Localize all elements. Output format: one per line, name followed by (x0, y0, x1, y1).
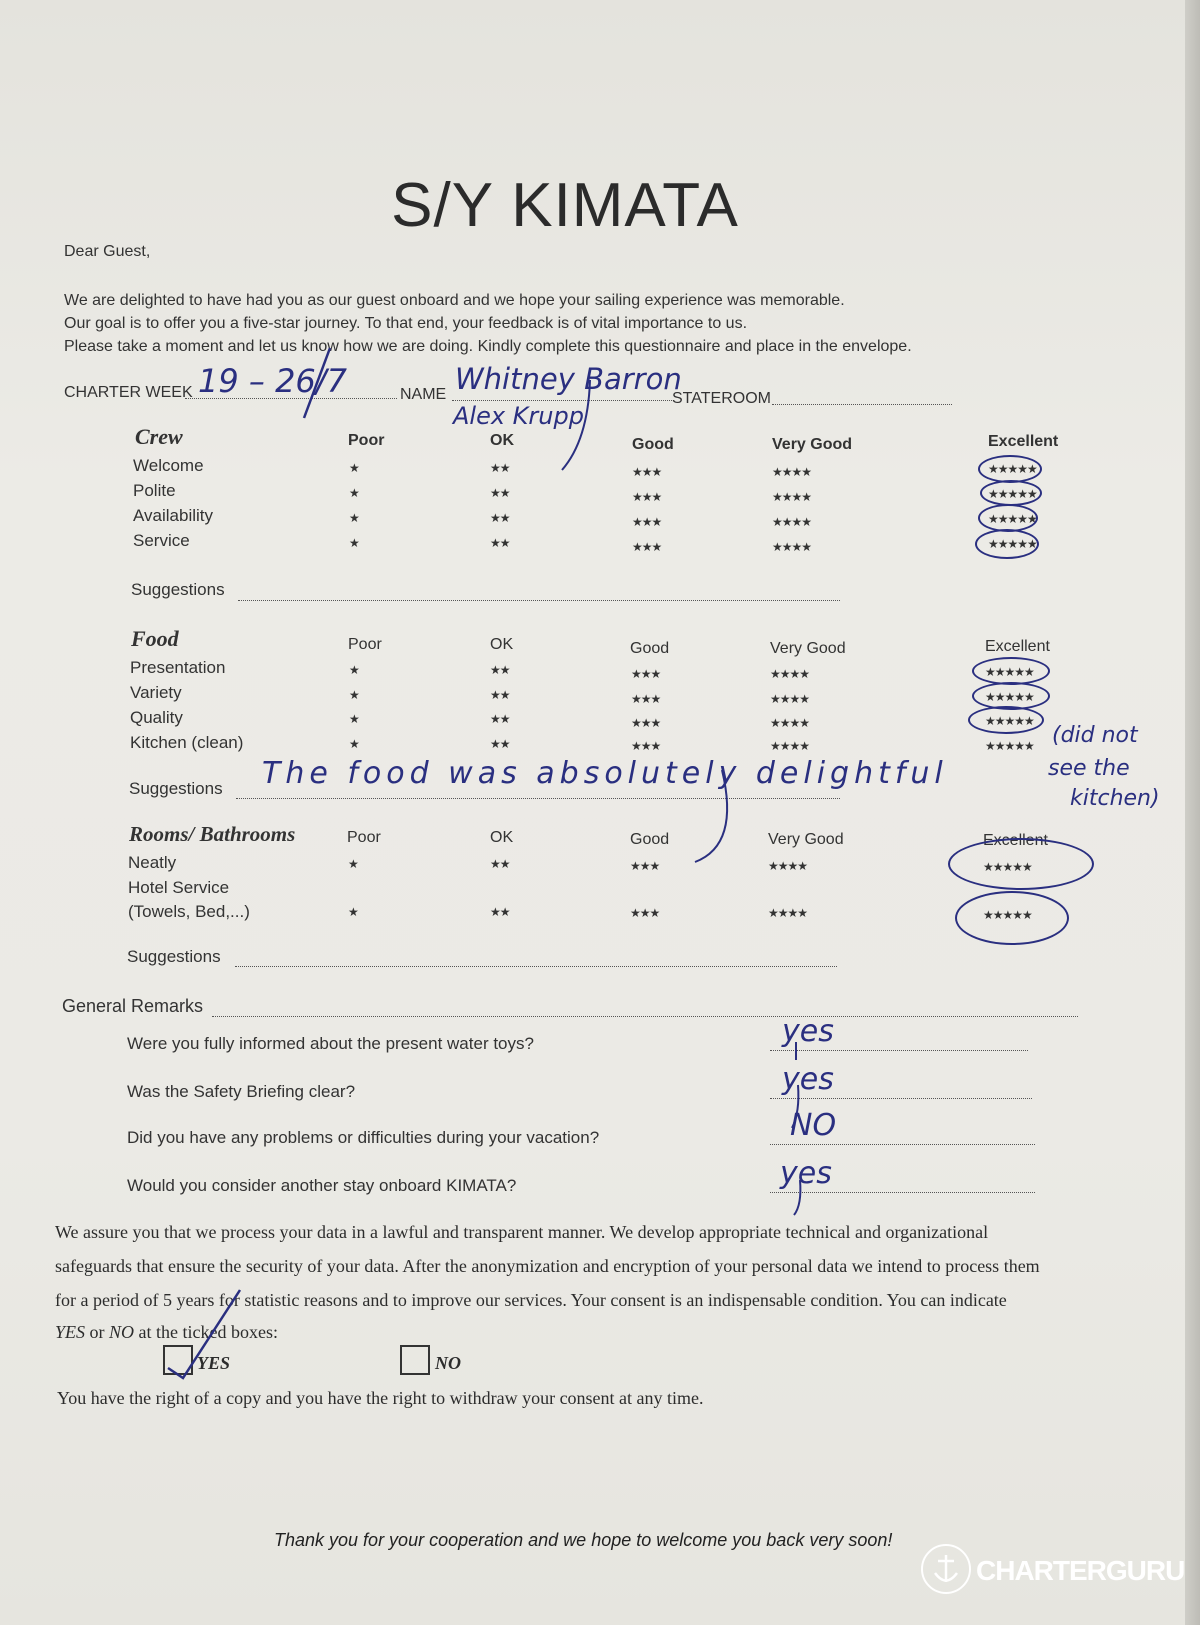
intro-line-1: We are delighted to have had you as our guest onboard and we hope your sailing experience was memorable. (64, 292, 845, 309)
rooms-neatly-excellent[interactable]: ★★★★★ (983, 860, 1032, 874)
food-quality-very-good[interactable]: ★★★★ (770, 716, 810, 730)
rooms-hotel-ok[interactable]: ★★ (490, 905, 510, 919)
rooms-row-hotel-service-label: Hotel Service (128, 878, 230, 897)
name-value-1: Whitney Barron (455, 362, 682, 396)
food-col-very-good: Very Good (770, 640, 846, 657)
food-suggestions-value: The food was absolutely delightful (262, 756, 948, 791)
consent-line-3: for a period of 5 years for statistic reasons and to improve our services. Your consent is an indispensable condition. You can indicate (55, 1290, 1007, 1310)
answer-2: yes (782, 1062, 834, 1097)
stateroom-label: STATEROOM (672, 390, 771, 407)
question-4: Would you consider another stay onboard KIMATA? (127, 1176, 517, 1195)
food-presentation-ok[interactable]: ★★ (490, 663, 510, 677)
crew-polite-very-good[interactable]: ★★★★ (772, 490, 812, 504)
rooms-col-excellent: Excellent (983, 832, 1048, 849)
name-underline-stroke (562, 380, 590, 470)
charter-week-slash-stroke (304, 348, 330, 418)
food-variety-good[interactable]: ★★★ (631, 692, 661, 706)
food-row-quality-label: Quality (130, 708, 183, 727)
food-section-title: Food (131, 626, 179, 651)
name-label: NAME (400, 386, 447, 403)
food-variety-ok[interactable]: ★★ (490, 688, 510, 702)
rooms-neatly-ok[interactable]: ★★ (490, 857, 510, 871)
kitchen-note-line-3: kitchen) (1070, 786, 1160, 811)
question-1: Were you fully informed about the present water toys? (127, 1034, 534, 1053)
rooms-col-very-good: Very Good (768, 831, 844, 848)
crew-polite-good[interactable]: ★★★ (632, 490, 662, 504)
crew-service-ok[interactable]: ★★ (490, 536, 510, 550)
crew-row-service-label: Service (133, 531, 190, 550)
crew-col-excellent: Excellent (988, 433, 1059, 450)
crew-welcome-very-good[interactable]: ★★★★ (772, 465, 812, 479)
crew-polite-excellent[interactable]: ★★★★★ (988, 487, 1037, 501)
food-presentation-good[interactable]: ★★★ (631, 667, 661, 681)
charter-week-value: 19 – 26/7 (198, 362, 347, 400)
answer-1: yes (782, 1014, 834, 1049)
answer-2-stroke (792, 1085, 798, 1128)
food-presentation-very-good[interactable]: ★★★★ (770, 667, 810, 681)
rooms-section-title: Rooms/ Bathrooms (129, 822, 296, 846)
crew-row-welcome-label: Welcome (133, 456, 204, 475)
consent-line-4-no: NO (109, 1322, 135, 1342)
crew-section-title: Crew (135, 424, 183, 449)
intro-line-3: Please take a moment and let us know how we are doing. Kindly complete this questionnaire and place in the envelope. (64, 338, 912, 355)
rooms-neatly-good[interactable]: ★★★ (630, 859, 660, 873)
kitchen-note-line-1: (did not (1052, 723, 1138, 748)
general-remarks-label: General Remarks (62, 996, 204, 1016)
food-kitchen-very-good[interactable]: ★★★★ (770, 739, 810, 753)
food-col-good: Good (630, 640, 670, 657)
crew-welcome-good[interactable]: ★★★ (632, 465, 662, 479)
food-kitchen-good[interactable]: ★★★ (631, 739, 661, 753)
crew-col-good: Good (632, 436, 674, 453)
kitchen-note-line-2: see the (1048, 756, 1130, 781)
consent-line-4-yes: YES (55, 1322, 86, 1342)
crew-availability-good[interactable]: ★★★ (632, 515, 662, 529)
food-row-kitchen-label: Kitchen (clean) (130, 733, 244, 752)
food-suggestions-label: Suggestions (129, 779, 223, 798)
consent-line-2: safeguards that ensure the security of your data. After the anonymization and encryption of your personal data we intend to process them (55, 1256, 1040, 1276)
consent-line-4-or: or (85, 1322, 110, 1342)
footer-thanks: Thank you for your cooperation and we hope to welcome you back very soon! (274, 1530, 893, 1550)
food-suggestion-tail-stroke (695, 770, 727, 862)
crew-polite-ok[interactable]: ★★ (490, 486, 510, 500)
food-row-variety-label: Variety (130, 683, 182, 702)
rooms-hotel-good[interactable]: ★★★ (630, 906, 660, 920)
food-quality-excellent[interactable]: ★★★★★ (985, 714, 1034, 728)
rooms-col-good: Good (630, 831, 670, 848)
food-presentation-excellent[interactable]: ★★★★★ (985, 665, 1034, 679)
rooms-neatly-poor[interactable]: ★ (348, 857, 358, 871)
crew-service-good[interactable]: ★★★ (632, 540, 662, 554)
crew-service-excellent[interactable]: ★★★★★ (988, 537, 1037, 551)
crew-polite-poor[interactable]: ★ (349, 486, 359, 500)
crew-welcome-excellent[interactable]: ★★★★★ (988, 462, 1037, 476)
crew-availability-poor[interactable]: ★ (349, 511, 359, 525)
intro-line-2: Our goal is to offer you a five-star journey. To that end, your feedback is of vital importance to us. (64, 315, 748, 332)
crew-col-ok: OK (490, 432, 514, 449)
food-quality-good[interactable]: ★★★ (631, 716, 661, 730)
page-title: S/Y KIMATA (391, 171, 739, 240)
food-row-presentation-label: Presentation (130, 658, 226, 677)
food-variety-poor[interactable]: ★ (349, 688, 359, 702)
food-quality-poor[interactable]: ★ (349, 712, 359, 726)
food-kitchen-poor[interactable]: ★ (349, 737, 359, 751)
rooms-suggestions-label: Suggestions (127, 947, 221, 966)
food-col-poor: Poor (348, 636, 382, 653)
answer-4-stroke (794, 1180, 800, 1215)
crew-availability-ok[interactable]: ★★ (490, 511, 510, 525)
answer-3: NO (790, 1108, 837, 1143)
crew-row-polite-label: Polite (133, 481, 176, 500)
consent-line-1: We assure you that we process your data in a lawful and transparent manner. We develop appropriate technical and organizational (55, 1222, 989, 1242)
greeting: Dear Guest, (64, 243, 151, 260)
crew-col-poor: Poor (348, 432, 385, 449)
food-variety-excellent[interactable]: ★★★★★ (985, 690, 1034, 704)
anchor-icon (921, 1544, 971, 1594)
watermark-logo-text: CHARTERGURU (976, 1555, 1185, 1586)
crew-service-poor[interactable]: ★ (349, 536, 359, 550)
crew-row-availability-label: Availability (133, 506, 214, 525)
rooms-row-hotel-service-sublabel: (Towels, Bed,...) (128, 902, 250, 921)
consent-yes-check-stroke (168, 1290, 240, 1378)
name-value-2: Alex Krupp (453, 402, 584, 430)
rooms-row-neatly-label: Neatly (128, 853, 177, 872)
crew-availability-excellent[interactable]: ★★★★★ (988, 512, 1037, 526)
question-2: Was the Safety Briefing clear? (127, 1082, 356, 1101)
rooms-col-ok: OK (490, 829, 514, 846)
consent-line-4-rest: at the ticked boxes: (134, 1322, 278, 1342)
rooms-neatly-very-good[interactable]: ★★★★ (768, 859, 808, 873)
crew-suggestions-label: Suggestions (131, 580, 225, 599)
food-quality-ok[interactable]: ★★ (490, 712, 510, 726)
consent-yes-label: YES (197, 1353, 231, 1373)
rooms-hotel-very-good[interactable]: ★★★★ (768, 906, 808, 920)
crew-welcome-ok[interactable]: ★★ (490, 461, 510, 475)
food-kitchen-ok[interactable]: ★★ (490, 737, 510, 751)
crew-availability-very-good[interactable]: ★★★★ (772, 515, 812, 529)
food-col-excellent: Excellent (985, 638, 1050, 655)
rooms-hotel-poor[interactable]: ★ (348, 905, 358, 919)
answer-4: yes (780, 1156, 832, 1191)
crew-col-very-good: Very Good (772, 436, 853, 453)
crew-welcome-poor[interactable]: ★ (349, 461, 359, 475)
consent-no-label: NO (435, 1353, 461, 1373)
consent-rights: You have the right of a copy and you have the right to withdraw your consent at any time. (57, 1388, 704, 1408)
charter-week-label: CHARTER WEEK (64, 384, 193, 401)
crew-service-very-good[interactable]: ★★★★ (772, 540, 812, 554)
rooms-col-poor: Poor (347, 829, 381, 846)
rooms-hotel-excellent[interactable]: ★★★★★ (983, 908, 1032, 922)
food-col-ok: OK (490, 636, 514, 653)
food-variety-very-good[interactable]: ★★★★ (770, 692, 810, 706)
question-3: Did you have any problems or difficulties during your vacation? (127, 1128, 600, 1147)
food-kitchen-excellent[interactable]: ★★★★★ (985, 739, 1034, 753)
food-presentation-poor[interactable]: ★ (349, 663, 359, 677)
